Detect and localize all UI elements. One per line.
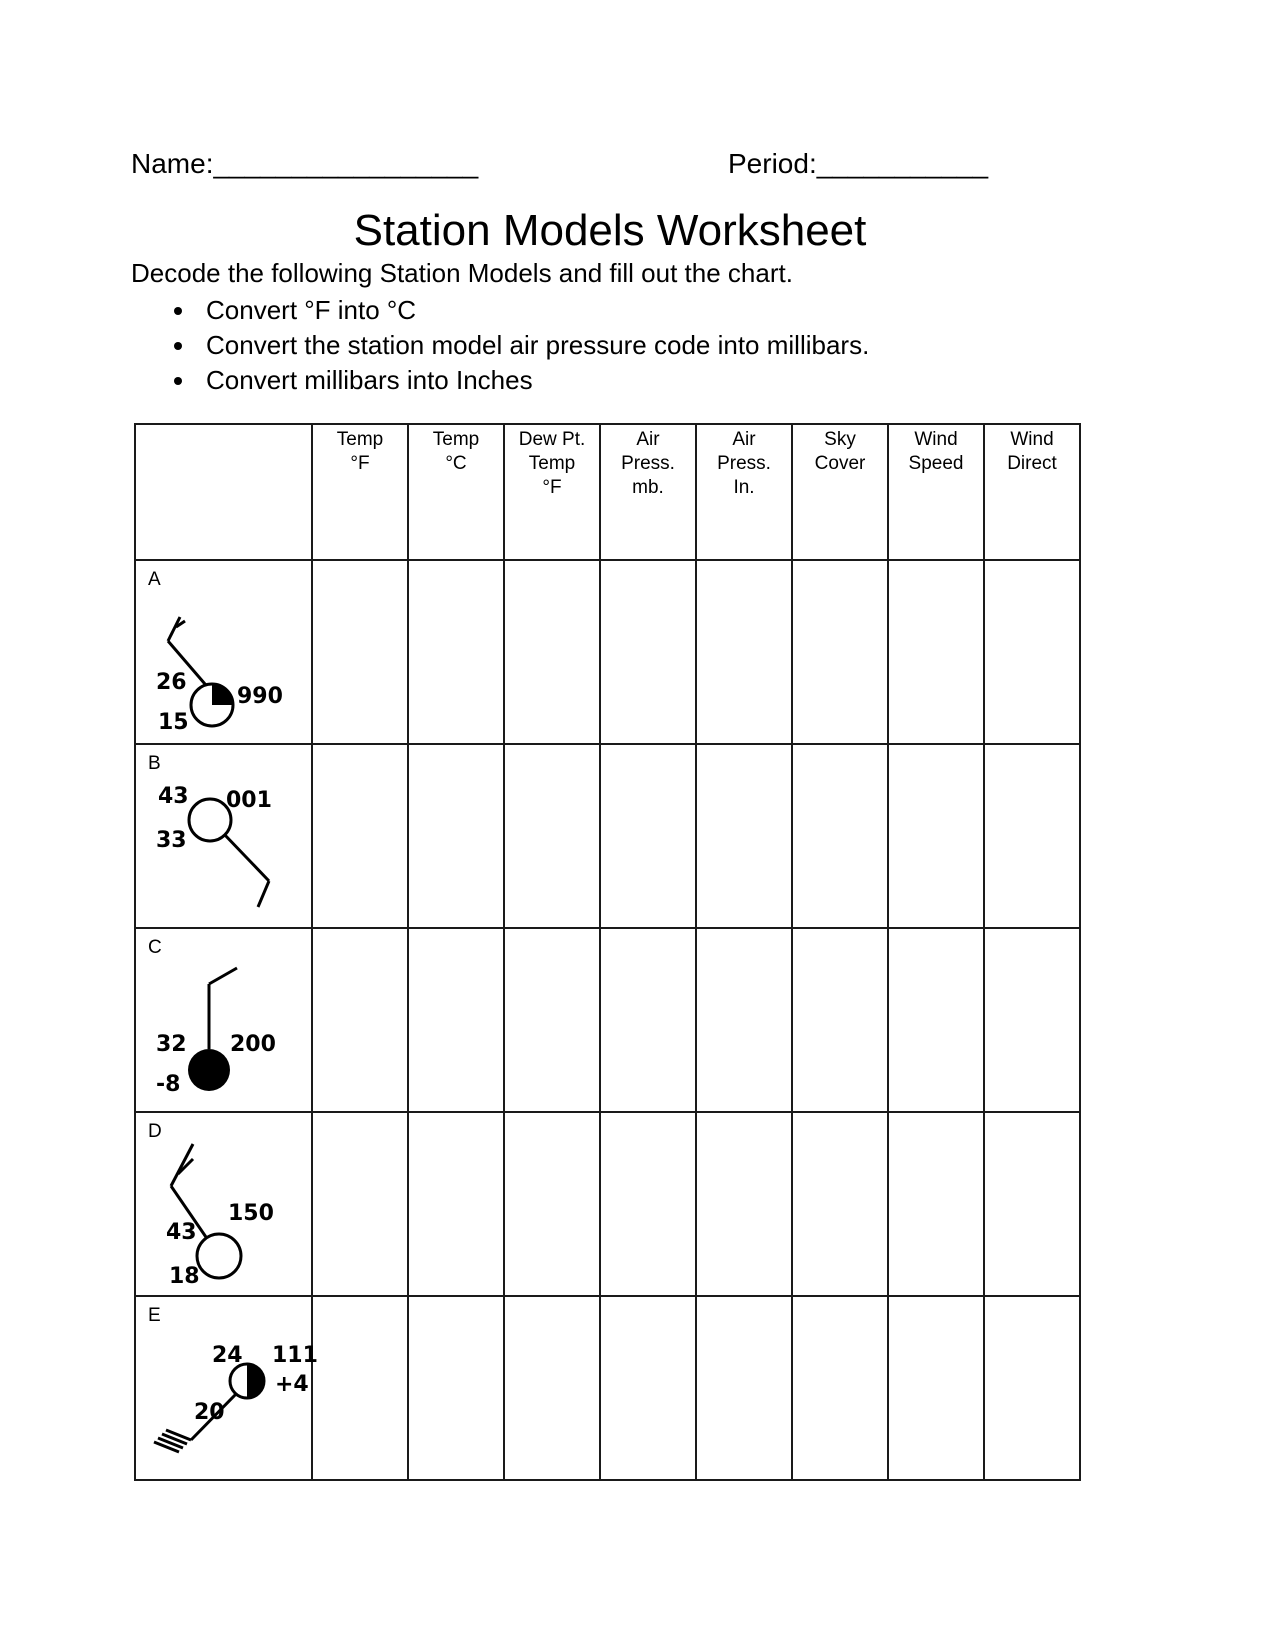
col-header-wind-direction: Wind Direct (984, 424, 1080, 560)
answer-cell[interactable] (408, 560, 504, 744)
dew-point-value: 15 (158, 710, 189, 735)
answer-cell[interactable] (312, 1112, 408, 1296)
answer-cell[interactable] (696, 1296, 792, 1480)
pressure-tendency-value: +4 (275, 1372, 309, 1397)
station-model-b-diagram (136, 745, 313, 927)
table-row (135, 1112, 1080, 1296)
answer-cell[interactable] (888, 1112, 984, 1296)
bullet-icon (174, 342, 182, 350)
dew-point-value: 20 (194, 1400, 225, 1425)
sky-cover-quarter-icon (212, 684, 233, 705)
bullet-icon (174, 377, 182, 385)
answer-cell[interactable] (600, 928, 696, 1112)
pressure-code-value: 111 (272, 1343, 318, 1368)
answer-cell[interactable] (408, 1112, 504, 1296)
instruction-item (165, 328, 869, 363)
col-header-dew-point: Dew Pt. Temp °F (504, 424, 600, 560)
answer-cell[interactable] (504, 560, 600, 744)
temperature-value: 32 (156, 1032, 187, 1057)
station-model-c-diagram (136, 929, 313, 1111)
answer-cell[interactable] (504, 1296, 600, 1480)
answer-cell[interactable] (696, 928, 792, 1112)
station-model-a-diagram (136, 561, 313, 743)
row-letter: B (148, 753, 161, 774)
temperature-value: 43 (158, 784, 189, 809)
answer-cell[interactable] (792, 1296, 888, 1480)
answer-cell[interactable] (792, 928, 888, 1112)
pressure-code-value: 990 (237, 684, 283, 709)
answer-cell[interactable] (696, 744, 792, 928)
col-header-wind-speed: Wind Speed (888, 424, 984, 560)
table-header-row (135, 424, 1080, 560)
station-model-cell (135, 560, 312, 744)
answer-cell[interactable] (600, 744, 696, 928)
answer-cell[interactable] (408, 928, 504, 1112)
answer-cell[interactable] (888, 1296, 984, 1480)
col-header-temp-f: Temp °F (312, 424, 408, 560)
dew-point-value: 18 (169, 1264, 200, 1289)
row-letter: A (148, 569, 161, 590)
pressure-code-value: 001 (226, 788, 272, 813)
answer-cell[interactable] (984, 744, 1080, 928)
table-row (135, 1296, 1080, 1480)
station-model-cell (135, 1296, 318, 1480)
answer-cell[interactable] (984, 560, 1080, 744)
answer-cell[interactable] (504, 1112, 600, 1296)
dew-point-value: -8 (156, 1072, 181, 1097)
answer-cell[interactable] (984, 1112, 1080, 1296)
dew-point-value: 33 (156, 828, 187, 853)
temperature-value: 26 (156, 670, 187, 695)
answer-cell[interactable] (312, 928, 408, 1112)
answer-cell[interactable] (312, 560, 408, 744)
wind-barb (209, 968, 237, 984)
col-header-air-press-mb: Air Press. mb. (600, 424, 696, 560)
answer-cell[interactable] (888, 744, 984, 928)
row-letter: D (148, 1121, 162, 1142)
wind-barb (171, 1144, 193, 1186)
answer-cell[interactable] (888, 928, 984, 1112)
answer-cell[interactable] (312, 744, 408, 928)
answer-cell[interactable] (984, 1296, 1080, 1480)
table-row (135, 744, 1080, 928)
answer-cell[interactable] (792, 744, 888, 928)
station-model-cell (135, 1112, 312, 1296)
answer-cell[interactable] (504, 744, 600, 928)
pressure-code-value: 200 (230, 1032, 276, 1057)
station-models-table (134, 423, 1081, 1481)
answer-cell[interactable] (696, 1112, 792, 1296)
wind-barb (258, 881, 269, 907)
station-model-d-diagram (136, 1113, 313, 1295)
instruction-list (165, 293, 869, 398)
instruction-text: Convert the station model air pressure code into millibars. (206, 330, 870, 360)
answer-cell[interactable] (792, 560, 888, 744)
temperature-value: 24 (212, 1343, 243, 1368)
answer-cell[interactable] (408, 744, 504, 928)
col-header-air-press-in: Air Press. In. (696, 424, 792, 560)
page-title: Station Models Worksheet (353, 206, 867, 255)
answer-cell[interactable] (696, 560, 792, 744)
answer-cell[interactable] (504, 928, 600, 1112)
station-model-e-diagram (136, 1297, 318, 1479)
instruction-text: Convert millibars into Inches (206, 365, 533, 395)
table-row (135, 928, 1080, 1112)
header-blank-cell (135, 424, 312, 560)
pressure-code-value: 150 (228, 1201, 274, 1226)
answer-cell[interactable] (600, 560, 696, 744)
sky-cover-overcast-icon (188, 1049, 230, 1091)
col-header-sky-cover: Sky Cover (792, 424, 888, 560)
wind-barb (168, 617, 180, 641)
bullet-icon (174, 307, 182, 315)
answer-cell[interactable] (312, 1296, 408, 1480)
answer-cell[interactable] (600, 1112, 696, 1296)
instructions-text: Decode the following Station Models and fill out the chart. (131, 258, 793, 288)
instruction-text: Convert °F into °C (206, 295, 417, 325)
row-letter: C (148, 937, 162, 958)
answer-cell[interactable] (408, 1296, 504, 1480)
sky-cover-clear-icon (189, 799, 231, 841)
period-field-label: Period:___________ (728, 148, 989, 179)
instruction-item (165, 293, 869, 328)
col-header-temp-c: Temp °C (408, 424, 504, 560)
answer-cell[interactable] (984, 928, 1080, 1112)
station-model-cell (135, 928, 312, 1112)
sky-cover-clear-icon (197, 1234, 241, 1278)
instruction-item (165, 363, 869, 398)
station-model-cell (135, 744, 312, 928)
temperature-value: 43 (166, 1220, 197, 1245)
answer-cell[interactable] (600, 1296, 696, 1480)
table-row (135, 560, 1080, 744)
answer-cell[interactable] (888, 560, 984, 744)
name-field-label: Name:_________________ (131, 148, 479, 179)
row-letter: E (148, 1305, 161, 1326)
answer-cell[interactable] (792, 1112, 888, 1296)
sky-cover-half-icon (247, 1364, 264, 1398)
